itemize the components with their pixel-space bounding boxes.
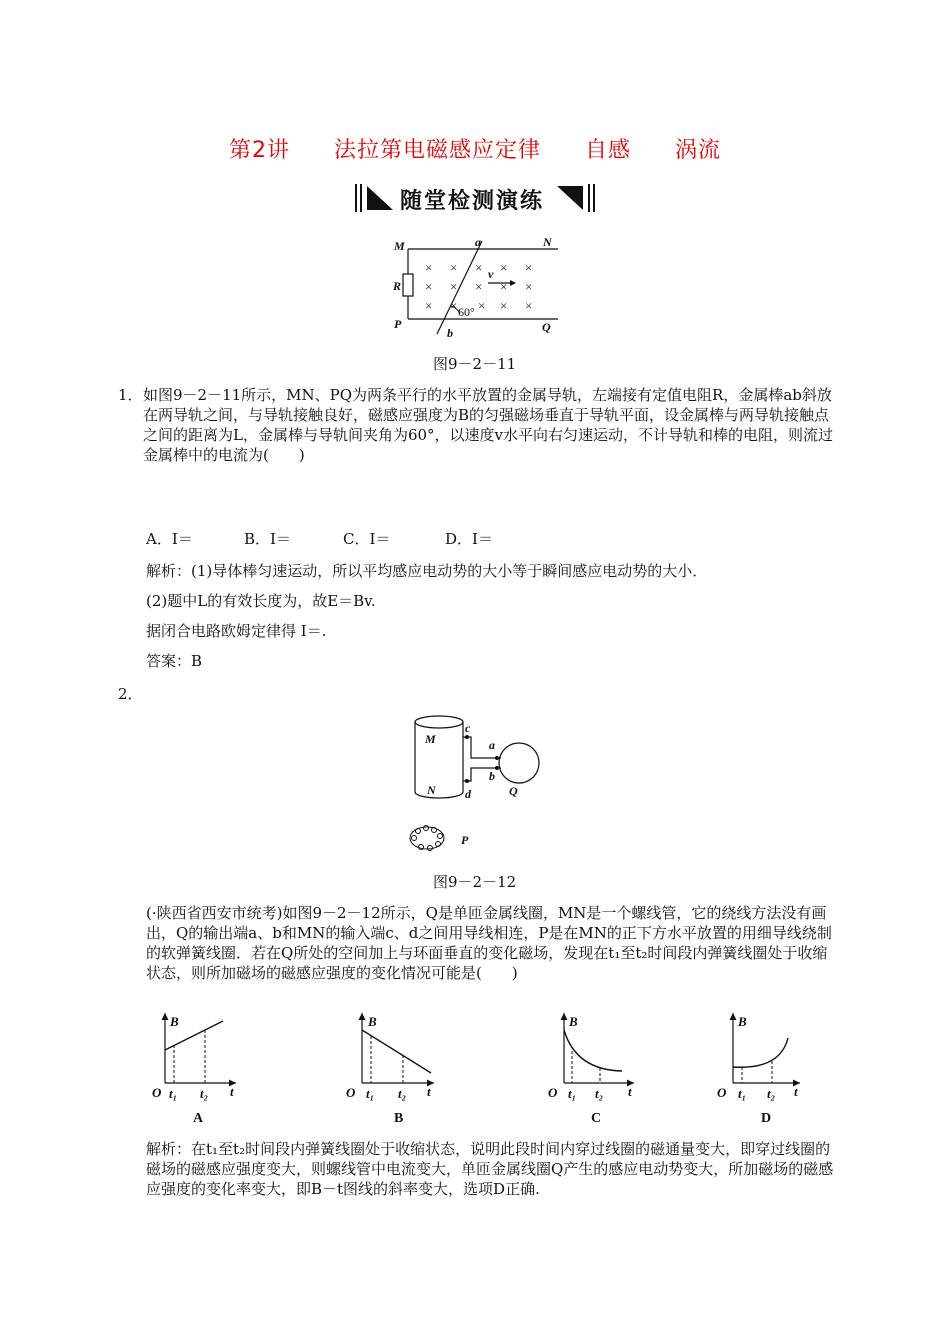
lesson-number: 第2讲 (228, 138, 290, 163)
label-N: N (543, 236, 552, 249)
graph-d-curve (733, 1038, 788, 1067)
lesson-title (0, 133, 950, 164)
svg-text:t₂: t₂ (767, 1086, 776, 1101)
graph-c-curve (564, 1030, 622, 1071)
graph-b-curve (362, 1030, 431, 1073)
label-b: b (489, 769, 495, 783)
svg-text:t₁: t₁ (738, 1086, 747, 1101)
label-N: N (427, 783, 436, 797)
section-banner (355, 182, 595, 214)
svg-text:t: t (628, 1084, 632, 1099)
fig2-caption: 图9－2－12 (433, 873, 517, 891)
q2-analysis: 解析：在t₁至t₂时间段内弹簧线圈处于收缩状态，说明此段时间内穿过线圈的磁通量变大，即穿过线圈的磁场的磁感应强度变大，则螺线管中电流变大，单匝金属线圈Q产生的感应电动势变大，所加磁场的磁感应强度的变化率变大，即B－t图线的斜率变大，选项D正确. (146, 1140, 834, 1198)
label-b: b (447, 326, 453, 340)
svg-text:B: B (170, 1014, 179, 1029)
label-M: M (425, 732, 436, 746)
label-P: P (461, 833, 469, 847)
figure-rail-circuit (380, 236, 570, 341)
svg-text:×: × (525, 260, 533, 275)
label-a: a (489, 738, 495, 752)
svg-text:t₁: t₁ (568, 1086, 577, 1101)
q1-text: 如图9－2－11所示，MN、PQ为两条平行的水平放置的金属导轨，左端接有定值电阻R，金属棒ab斜放在两导轨之间，与导轨接触良好，磁感应强度为B的匀强磁场垂直于导轨平面，设金属棒与两导轨接触点之间的距离为L，金属棒与导轨间夹角为60°，以速度v水平向右匀速运动，不计导轨和棒的电阻，则流过金属棒中的电流为( ) (143, 386, 834, 464)
svg-text:t₂: t₂ (200, 1086, 209, 1101)
q1-analysis-3: 据闭合电路欧姆定律得 I＝. (146, 622, 327, 640)
graph-b-letter: B (394, 1111, 404, 1126)
graph-c (548, 1013, 634, 1126)
svg-text:O: O (152, 1085, 162, 1100)
label-d: d (465, 787, 471, 801)
q1-analysis-1: 解析：(1)导体棒匀速运动，所以平均感应电动势的大小等于瞬间感应电动势的大小． (146, 562, 708, 580)
svg-text:×: × (425, 298, 433, 313)
q1-option-b: B．I＝ (244, 530, 291, 548)
svg-text:×: × (500, 298, 508, 313)
svg-text:×: × (525, 279, 533, 294)
svg-text:O: O (548, 1085, 558, 1100)
svg-text:×: × (450, 298, 458, 313)
lesson-topic: 法拉第电磁感应定律 (333, 138, 541, 163)
svg-text:×: × (425, 260, 433, 275)
svg-text:t₁: t₁ (169, 1086, 178, 1101)
svg-text:t₁: t₁ (366, 1086, 375, 1101)
svg-text:O: O (346, 1085, 356, 1100)
q1-option-a: A．I＝ (146, 530, 193, 548)
svg-text:O: O (717, 1085, 727, 1100)
graph-c-letter: C (591, 1111, 602, 1126)
svg-text:B: B (368, 1014, 377, 1029)
graph-a (152, 1013, 236, 1126)
svg-text:t: t (794, 1084, 798, 1099)
banner-text: 随堂检测演练 (400, 189, 545, 214)
graph-b (346, 1013, 434, 1126)
q1-analysis-2: (2)题中L的有效长度为，故E＝Bv. (146, 592, 376, 610)
lesson-sub1: 自感 (584, 138, 631, 163)
svg-text:×: × (450, 279, 458, 294)
svg-text:t: t (427, 1084, 431, 1099)
q2-text: (·陕西省西安市统考)如图9－2－12所示，Q是单匝金属线圈，MN是一个螺线管，它的绕线方法没有画出，Q的输出端a、b和MN的输入端c、d之间用导线相连，P是在MN的正下方水平放置的用细导线绕制的软弹簧线圈．若在Q所处的空间加上与环面垂直的变化磁场，发现在t₁至t₂时间段内弹簧线圈处于收缩状态，则所加磁场的磁感应强度的变化情况可能是( ) (146, 904, 832, 982)
svg-text:B: B (569, 1014, 578, 1029)
q2-number: 2． (118, 685, 143, 703)
svg-text:×: × (425, 279, 433, 294)
magnetic-field-crosses (425, 260, 532, 313)
q1-answer: 答案：B (146, 652, 203, 670)
svg-text:×: × (500, 279, 508, 294)
figure-solenoid-coil (405, 710, 550, 860)
svg-text:×: × (450, 260, 458, 275)
label-v: v (488, 267, 494, 281)
svg-text:t₂: t₂ (398, 1086, 407, 1101)
label-Q: Q (542, 320, 551, 334)
lesson-sub2: 涡流 (675, 138, 722, 163)
svg-text:×: × (500, 260, 508, 275)
svg-text:×: × (525, 298, 533, 313)
svg-text:×: × (475, 260, 483, 275)
svg-text:t₂: t₂ (595, 1086, 604, 1101)
label-M: M (394, 239, 405, 253)
q1-option-c: C．I＝ (343, 530, 391, 548)
fig1-caption: 图9－2－11 (433, 355, 517, 373)
svg-text:B: B (738, 1014, 747, 1029)
q1-option-d: D．I＝ (445, 530, 493, 548)
svg-text:t: t (230, 1084, 234, 1099)
svg-text:×: × (475, 279, 483, 294)
label-angle: 60° (458, 305, 475, 319)
graph-d-letter: D (761, 1111, 772, 1126)
graph-a-letter: A (193, 1111, 204, 1126)
label-R: R (393, 279, 402, 293)
label-P: P (394, 317, 402, 331)
graph-d (717, 1013, 800, 1126)
q1-number: 1． (118, 386, 143, 404)
bt-graphs (140, 1008, 820, 1133)
label-a: a (475, 236, 481, 249)
label-Q: Q (509, 784, 518, 798)
svg-text:×: × (478, 298, 486, 313)
label-c: c (465, 721, 471, 735)
